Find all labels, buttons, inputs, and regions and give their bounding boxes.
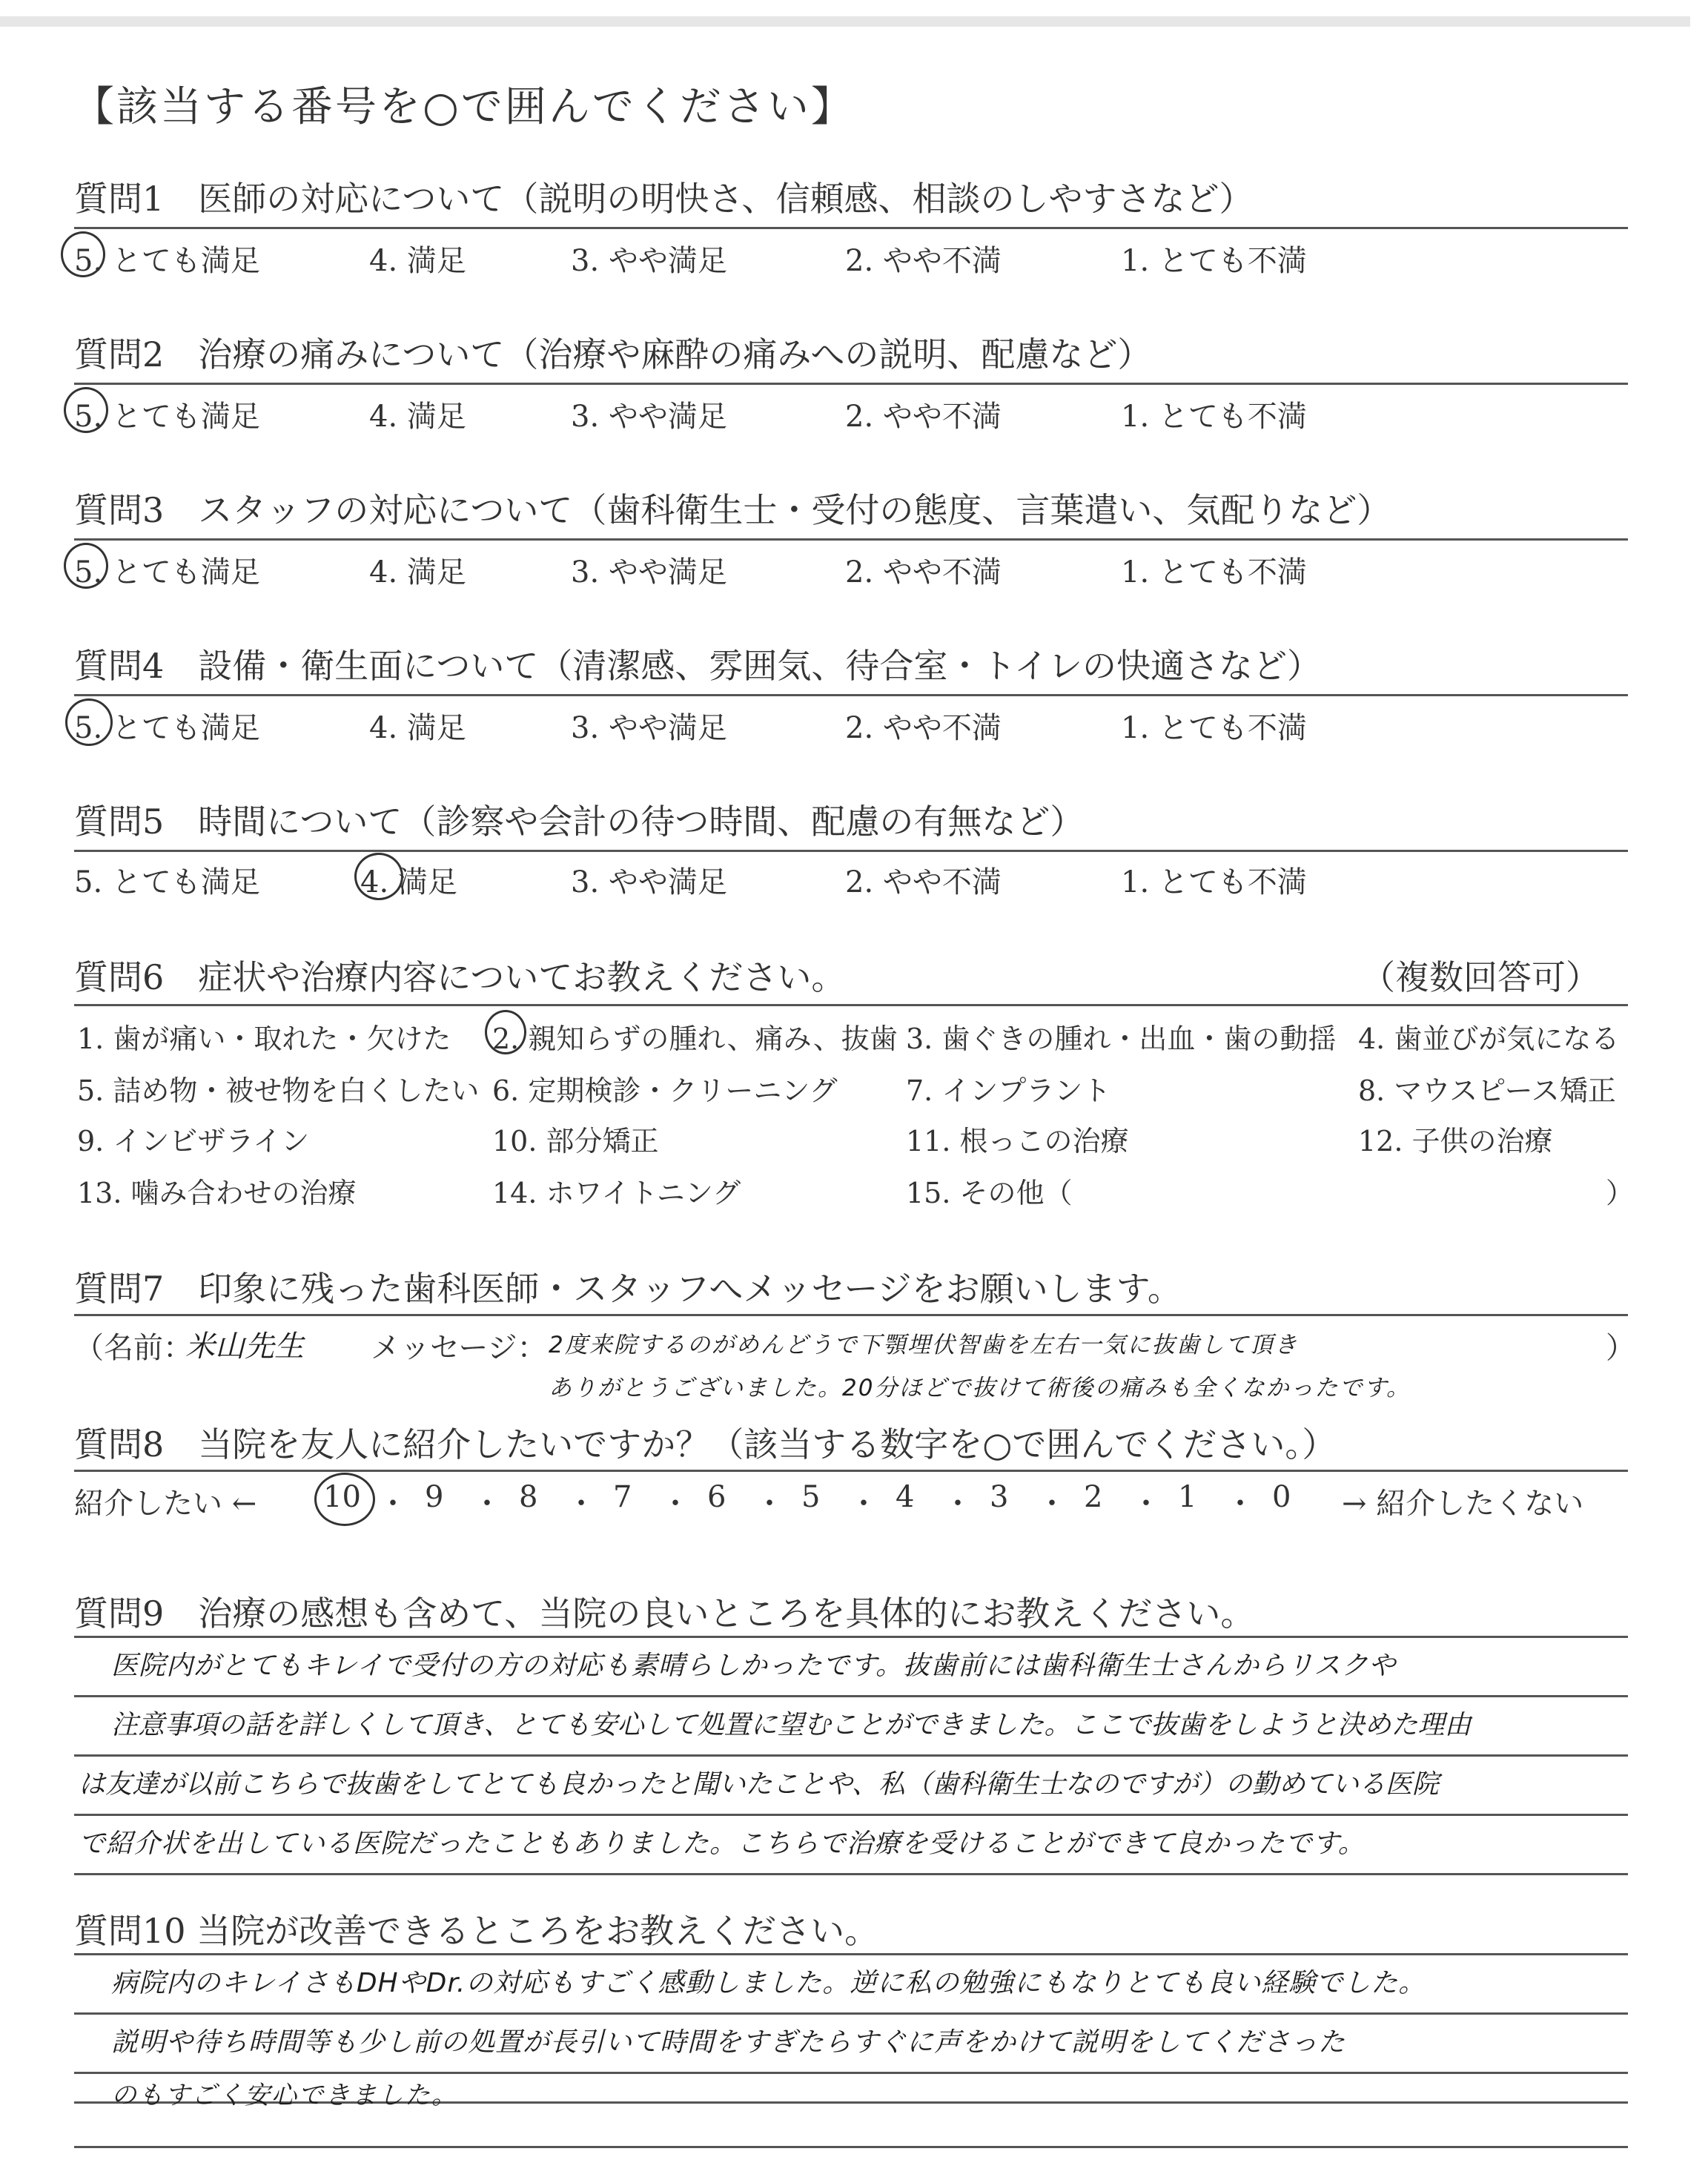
question-5-rule [74, 850, 1628, 852]
q7-name-value: 米山先生 [185, 1330, 304, 1364]
q4-option-5[interactable]: 5. とても満足 [74, 711, 260, 745]
q5-selection-circle [354, 853, 403, 900]
question-2-title: 質問2 治療の痛みについて（治療や麻酔の痛みへの説明、配慮など） [74, 334, 1152, 374]
q6-other-close-paren: ） [1606, 1177, 1635, 1209]
q3-option-4[interactable]: 4. 満足 [369, 555, 466, 589]
q9-rule-3 [74, 1754, 1628, 1757]
q1-option-2[interactable]: 2. やや不満 [845, 244, 1002, 278]
q8-scale-9[interactable]: 9 [425, 1480, 444, 1514]
q6-option-11[interactable]: 11. 根っこの治療 [906, 1125, 1129, 1157]
q1-option-5[interactable]: 5. とても満足 [74, 244, 260, 278]
question-7-rule [74, 1314, 1628, 1316]
q5-option-2[interactable]: 2. やや不満 [845, 865, 1002, 899]
q6-option-7[interactable]: 7. インプラント [906, 1074, 1111, 1107]
q8-scale-3[interactable]: 3 [990, 1480, 1009, 1514]
q3-option-2[interactable]: 2. やや不満 [845, 555, 1002, 589]
question-6-title: 質問6 症状や治療内容についてお教えください。 [74, 957, 846, 997]
q7-message-label: メッセージ： [371, 1331, 547, 1365]
q2-option-5[interactable]: 5. とても満足 [74, 400, 260, 434]
q7-close-paren: ） [1606, 1331, 1635, 1365]
q7-name-label: （名前： [74, 1331, 193, 1365]
q3-option-1[interactable]: 1. とても不満 [1121, 555, 1307, 589]
q8-scale-separator: ・ [1225, 1487, 1255, 1521]
q2-option-1[interactable]: 1. とても不満 [1121, 400, 1307, 434]
q8-scale-1[interactable]: 1 [1178, 1480, 1197, 1514]
q8-scale-10[interactable]: 10 [323, 1480, 361, 1514]
question-3-title: 質問3 スタッフの対応について（歯科衛生士・受付の態度、言葉遣い、気配りなど） [74, 490, 1391, 530]
q8-scale-separator: ・ [849, 1487, 878, 1521]
question-1-rule [74, 227, 1628, 229]
q1-option-1[interactable]: 1. とても不満 [1121, 244, 1307, 278]
q6-option-10[interactable]: 10. 部分矯正 [492, 1125, 659, 1157]
q6-option-12[interactable]: 12. 子供の治療 [1358, 1125, 1553, 1157]
q7-message-line-2: ありがとうございました。20分ほどで抜けて術後の痛みも全くなかったです。 [549, 1375, 1411, 1401]
question-4-rule [74, 694, 1628, 696]
q8-scale-4[interactable]: 4 [896, 1480, 915, 1514]
question-8-title: 質問8 当院を友人に紹介したいですか？（該当する数字を○で囲んでください。） [74, 1424, 1337, 1464]
q5-option-1[interactable]: 1. とても不満 [1121, 865, 1307, 899]
page-title: 【該当する番号を○で囲んでください】 [73, 83, 855, 131]
q6-selection-circle [485, 1010, 526, 1054]
q6-option-13[interactable]: 13. 噛み合わせの治療 [77, 1177, 357, 1209]
q6-option-4[interactable]: 4. 歯並びが気になる [1358, 1023, 1620, 1055]
q10-answer-line-1: 病院内のキレイさもDHやDr.の対応もすごく感動しました。逆に私の勉強にもなりとても良い経験でした。 [111, 1968, 1426, 1998]
q6-option-3[interactable]: 3. 歯ぐきの腫れ・出血・歯の動揺 [906, 1023, 1337, 1055]
q8-scale-separator: ・ [566, 1487, 596, 1521]
q8-selection-circle [314, 1473, 375, 1526]
q8-scale-separator: ・ [661, 1487, 690, 1521]
q6-option-5[interactable]: 5. 詰め物・被せ物を白くしたい [77, 1074, 480, 1107]
q6-option-1[interactable]: 1. 歯が痛い・取れた・欠けた [77, 1023, 451, 1055]
question-10-title: 質問10 当院が改善できるところをお教えください。 [74, 1911, 879, 1951]
question-6-rule [74, 1004, 1628, 1006]
q10-rule-3 [74, 2072, 1628, 2074]
question-7-title: 質問7 印象に残った歯科医師・スタッフへメッセージをお願いします。 [74, 1269, 1182, 1309]
q5-option-5[interactable]: 5. とても満足 [74, 865, 260, 899]
q5-option-4[interactable]: 4. 満足 [360, 865, 457, 899]
question-1-title: 質問1 医師の対応について（説明の明快さ、信頼感、相談のしやすさなど） [74, 179, 1254, 219]
question-8-rule [74, 1470, 1628, 1472]
q9-rule-5 [74, 1873, 1628, 1875]
q9-answer-line-1: 医院内がとてもキレイで受付の方の対応も素晴らしかったです。抜歯前には歯科衛生士さんからリスクや [111, 1651, 1397, 1681]
q8-scale-separator: ・ [1037, 1487, 1067, 1521]
q10-answer-line-2: 説明や待ち時間等も少し前の処置が長引いて時間をすぎたらすぐに声をかけて説明をしてくださった [111, 2027, 1346, 2058]
q8-scale-separator: ・ [1131, 1487, 1161, 1521]
q10-rule-2 [74, 2012, 1628, 2015]
q8-scale-separator: ・ [943, 1487, 973, 1521]
q2-option-4[interactable]: 4. 満足 [369, 400, 466, 434]
q6-option-8[interactable]: 8. マウスピース矯正 [1358, 1074, 1616, 1107]
q8-scale-5[interactable]: 5 [801, 1480, 821, 1514]
q2-option-3[interactable]: 3. やや満足 [571, 400, 727, 434]
q10-answer-line-3: のもすごく安心できました。 [111, 2081, 458, 2110]
q7-message-line-1: 2度来院するのがめんどうで下顎埋伏智歯を左右一気に抜歯して頂き [549, 1332, 1299, 1358]
question-6-multiple-note: （複数回答可） [1361, 957, 1600, 997]
q8-scale-separator: ・ [378, 1487, 408, 1521]
q6-option-14[interactable]: 14. ホワイトニング [492, 1177, 741, 1209]
q6-option-2[interactable]: 2. 親知らずの腫れ、痛み、抜歯 [492, 1023, 898, 1055]
q4-option-2[interactable]: 2. やや不満 [845, 711, 1002, 745]
q10-rule-1 [74, 1953, 1628, 1955]
q4-selection-circle [65, 698, 113, 746]
q8-scale-separator: ・ [755, 1487, 784, 1521]
q8-scale-separator: ・ [472, 1487, 502, 1521]
q3-selection-circle [64, 543, 108, 589]
q8-scale-8[interactable]: 8 [519, 1480, 538, 1514]
q9-answer-line-3: は友達が以前こちらで抜歯をしてとても良かったと聞いたことや、私（歯科衛生士なのですが）の勤めている医院 [79, 1769, 1439, 1800]
q8-left-label: 紹介したい ← [74, 1487, 257, 1521]
q1-selection-circle [61, 231, 105, 277]
q10-rule-5 [74, 2146, 1628, 2148]
q5-option-3[interactable]: 3. やや満足 [571, 865, 727, 899]
q4-option-1[interactable]: 1. とても不満 [1121, 711, 1307, 745]
q8-scale-2[interactable]: 2 [1084, 1480, 1103, 1514]
q8-scale-7[interactable]: 7 [613, 1480, 632, 1514]
q8-scale-6[interactable]: 6 [707, 1480, 726, 1514]
q3-option-5[interactable]: 5. とても満足 [74, 555, 260, 589]
q8-right-label: → 紹介したくない [1342, 1487, 1584, 1521]
question-4-title: 質問4 設備・衛生面について（清潔感、雰囲気、待合室・トイレの快適さなど） [74, 646, 1322, 686]
q1-option-3[interactable]: 3. やや満足 [571, 244, 727, 278]
q4-option-4[interactable]: 4. 満足 [369, 711, 466, 745]
q8-scale-0[interactable]: 0 [1272, 1480, 1291, 1514]
q6-option-6[interactable]: 6. 定期検診・クリーニング [492, 1074, 838, 1107]
q9-answer-line-2: 注意事項の話を詳しくして頂き、とても安心して処置に望むことができました。ここで抜歯をしようと決めた理由 [111, 1710, 1472, 1740]
q1-option-4[interactable]: 4. 満足 [369, 244, 466, 278]
q9-rule-4 [74, 1814, 1628, 1816]
q3-option-3[interactable]: 3. やや満足 [571, 555, 727, 589]
q9-rule-2 [74, 1695, 1628, 1697]
scan-edge [0, 16, 1690, 27]
q6-option-15[interactable]: 15. その他（ [906, 1177, 1073, 1209]
q6-option-9[interactable]: 9. インビザライン [77, 1125, 310, 1157]
q9-rule-1 [74, 1636, 1628, 1638]
q2-option-2[interactable]: 2. やや不満 [845, 400, 1002, 434]
q4-option-3[interactable]: 3. やや満足 [571, 711, 727, 745]
q2-selection-circle [64, 387, 108, 433]
q9-answer-line-4: で紹介状を出している医院だったこともありました。こちらで治療を受けることができて良かったです。 [79, 1829, 1366, 1859]
question-2-rule [74, 383, 1628, 385]
question-5-title: 質問5 時間について（診察や会計の待つ時間、配慮の有無など） [74, 802, 1085, 842]
question-9-title: 質問9 治療の感想も含めて、当院の良いところを具体的にお教えください。 [74, 1593, 1255, 1634]
question-3-rule [74, 538, 1628, 541]
